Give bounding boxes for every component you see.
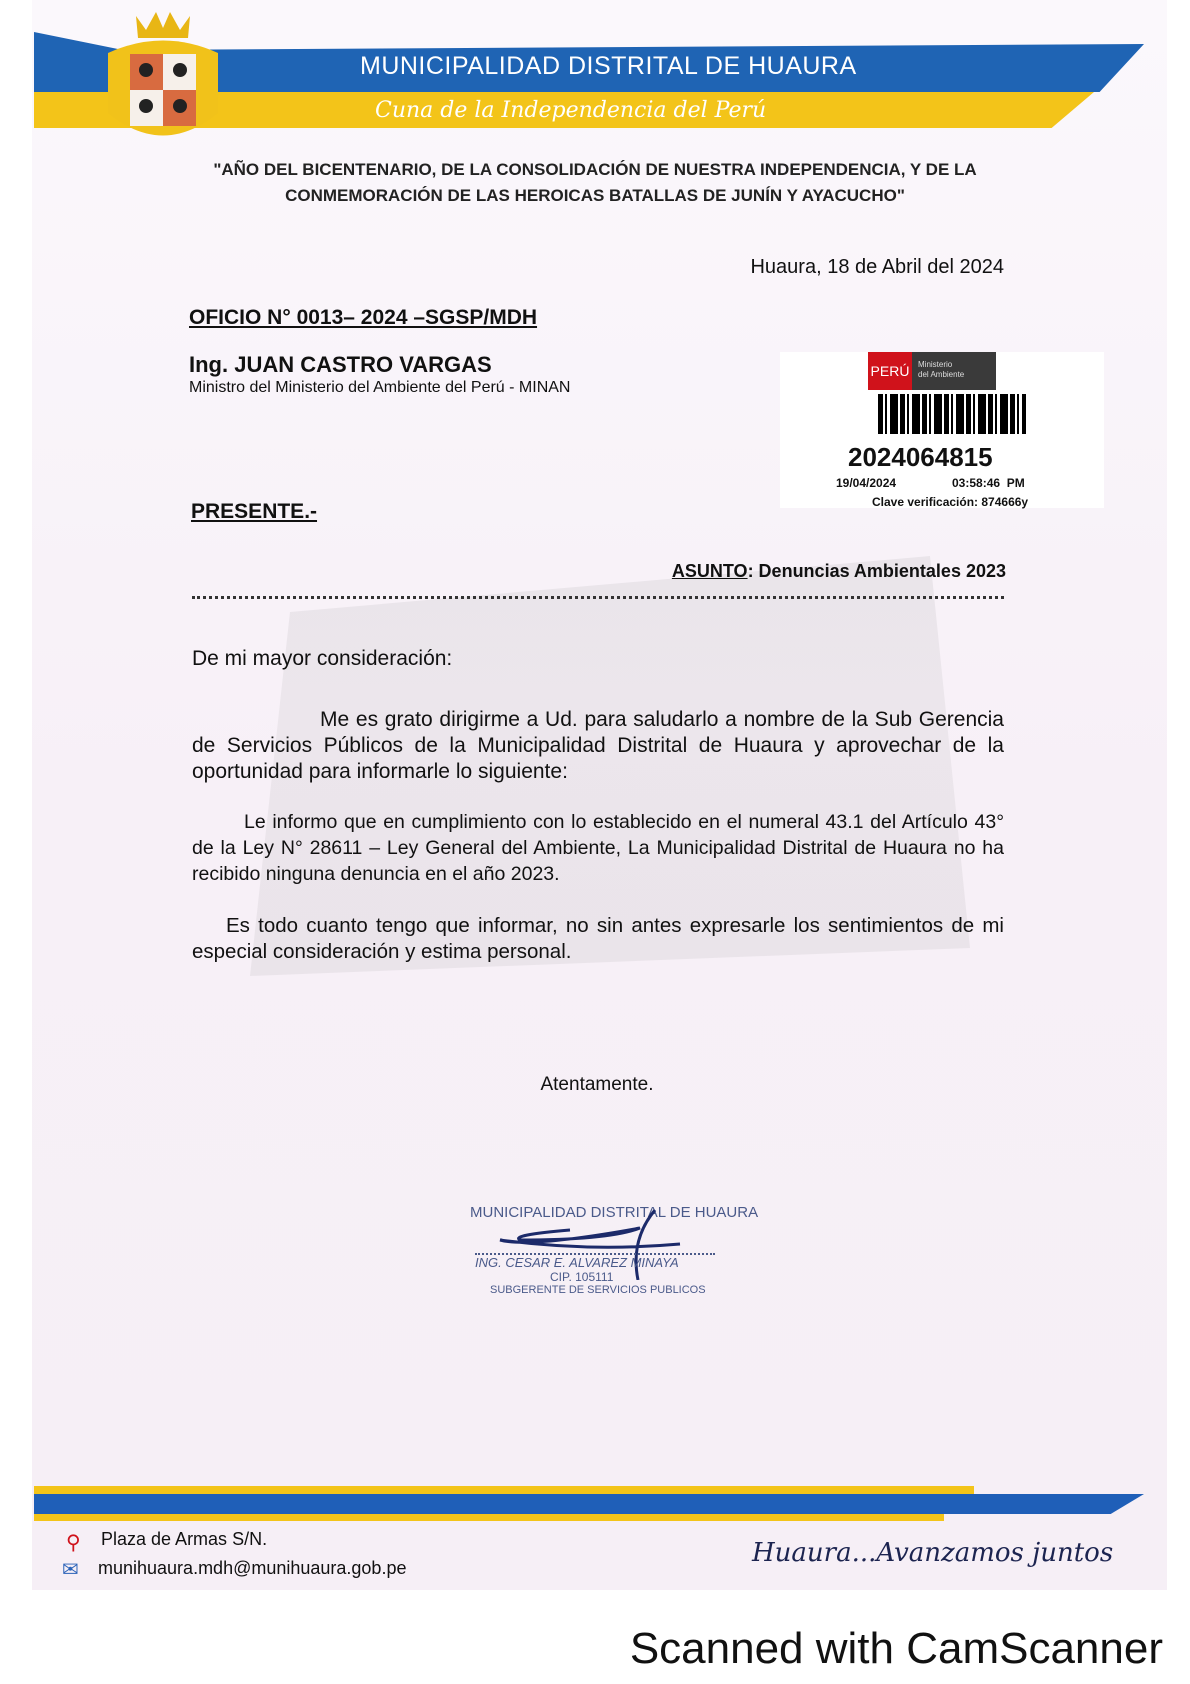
greeting: De mi mayor consideración: [192,647,453,670]
municipal-crest-logo [96,8,230,156]
recipient-title: Ministro del Ministerio del Ambiente del Perú - MINAN [189,379,571,396]
letter-date: Huaura, 18 de Abril del 2024 [750,256,1004,278]
camscanner-watermark: Scanned with CamScanner [629,1624,1163,1673]
stamp-ministry-line2: del Ambiente [918,370,965,379]
year-motto-line2: CONMEMORACIÓN DE LAS HEROICAS BATALLAS DE JUNÍN Y AYACUCHO" [285,186,905,205]
paragraph-3: Es todo cuanto tengo que informar, no sin antes expresarle los sentimientos de mi especial consideración y estima personal. [192,914,1004,963]
footer-slogan: Huaura...Avanzamos juntos [752,1538,1114,1568]
footer-blue-band [34,1494,1144,1514]
stamp-date: 19/04/2024 [836,476,897,490]
footer-email[interactable]: munihuaura.mdh@munihuaura.gob.pe [98,1558,407,1578]
signature-block [470,1200,759,1300]
separator-dotted-line [192,596,1004,599]
signer-name: ING. CESAR E. ALVAREZ MINAYA [475,1253,715,1270]
stamp-ministry-line1: Ministerio [918,360,953,369]
stamp-country: PERÚ [868,352,912,390]
year-motto-line1: "AÑO DEL BICENTENARIO, DE LA CONSOLIDACIÓN DE NUESTRA INDEPENDENCIA, Y DE LA [213,160,977,179]
location-pin-icon: ⚲ [66,1532,81,1554]
stamp-verification-code: Clave verificación: 874666y [872,495,1029,509]
closing: Atentamente. [540,1074,654,1095]
reception-stamp [780,352,1104,508]
municipality-name: MUNICIPALIDAD DISTRITAL DE HUAURA [360,52,857,80]
stamp-time: 03:58:46 PM [952,476,1025,490]
stamp-barcode [878,394,1026,434]
stamp-number: 2024064815 [848,442,993,472]
stamp-ministry [912,352,996,390]
footer-address: Plaza de Armas S/N. [101,1529,268,1549]
subject-label: ASUNTO [671,561,748,581]
email-icon: ✉ [62,1559,79,1581]
signature-seal: MUNICIPALIDAD DISTRITAL DE HUAURA [470,1204,759,1221]
paragraph-2: Le informo que en cumplimiento con lo establecido en el numeral 43.1 del Artículo 43° de la Ley N° 28611 – Ley General del Ambiente, La Municipalidad Distrital de Huaura no ha recibido ninguna denuncia en el año 2023. [192,811,1004,885]
presente-label: PRESENTE.- [191,500,318,523]
letter-reference: OFICIO N° 0013– 2024 –SGSP/MDH [189,306,538,329]
municipality-motto: Cuna de la Independencia del Perú [375,98,767,123]
footer-yellow-band-bottom [34,1514,944,1521]
signer-cip: CIP. 105111 [550,1270,614,1284]
recipient-name: Ing. JUAN CASTRO VARGAS [189,352,492,377]
signer-position: SUBGERENTE DE SERVICIOS PUBLICOS [490,1284,706,1296]
subject-text: : Denuncias Ambientales 2023 [747,561,1006,581]
paragraph-1: Me es grato dirigirme a Ud. para saludarlo a nombre de la Sub Gerencia de Servicios Públicos de la Municipalidad Distrital de Huaura y aprovechar de la oportunidad para informarle lo siguiente: [192,708,1004,783]
footer-yellow-band-top [34,1486,974,1494]
